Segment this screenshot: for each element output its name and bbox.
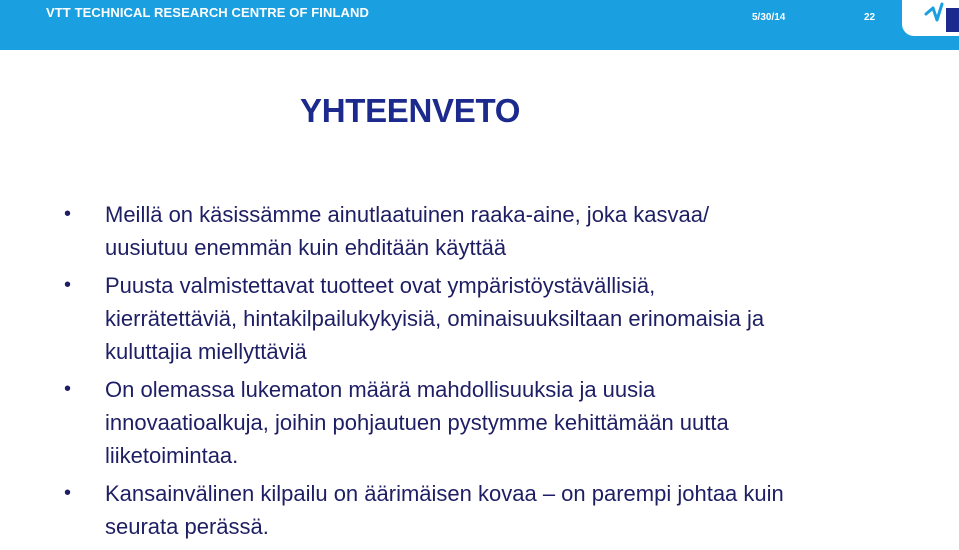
vtt-logo-icon [902, 0, 959, 36]
header-bar [0, 0, 959, 50]
bullet-icon: • [64, 482, 72, 504]
bullet-text-line: uusiutuu enemmän kuin ehditään käyttää [105, 235, 507, 260]
bullet-text-line: Kansainvälinen kilpailu on äärimäisen kovaa – on parempi johtaa kuin [105, 481, 784, 506]
bullet-list [64, 198, 944, 548]
bullet-text-line: innovaatioalkuja, joihin pohjautuen pystymme kehittämään uutta [105, 410, 729, 435]
bullet-item [64, 198, 944, 264]
bullet-icon: • [64, 203, 72, 225]
organization-name: VTT TECHNICAL RESEARCH CENTRE OF FINLAND [46, 5, 369, 20]
slide-title: YHTEENVETO [300, 92, 521, 129]
bullet-text-line: liiketoimintaa. [105, 443, 239, 468]
bullet-icon: • [64, 274, 72, 296]
bullet-item [64, 373, 944, 472]
slide-number: 22 [864, 12, 876, 23]
bullet-text-line: seurata perässä. [105, 514, 269, 539]
bullet-text-line: On olemassa lukematon määrä mahdollisuuksia ja uusia [105, 377, 656, 402]
slide-date: 5/30/14 [752, 12, 786, 23]
bullet-text-line: Meillä on käsissämme ainutlaatuinen raaka-aine, joka kasvaa/ [105, 202, 710, 227]
bullet-icon: • [64, 378, 72, 400]
bullet-text-line: kuluttajia miellyttäviä [105, 339, 307, 364]
bullet-text-line: kierrätettäviä, hintakilpailukykyisiä, ominaisuuksiltaan erinomaisia ja [105, 306, 765, 331]
bullet-text-line: Puusta valmistettavat tuotteet ovat ympäristöystävällisiä, [105, 273, 656, 298]
bullet-item [64, 477, 944, 543]
bullet-item [64, 269, 944, 368]
